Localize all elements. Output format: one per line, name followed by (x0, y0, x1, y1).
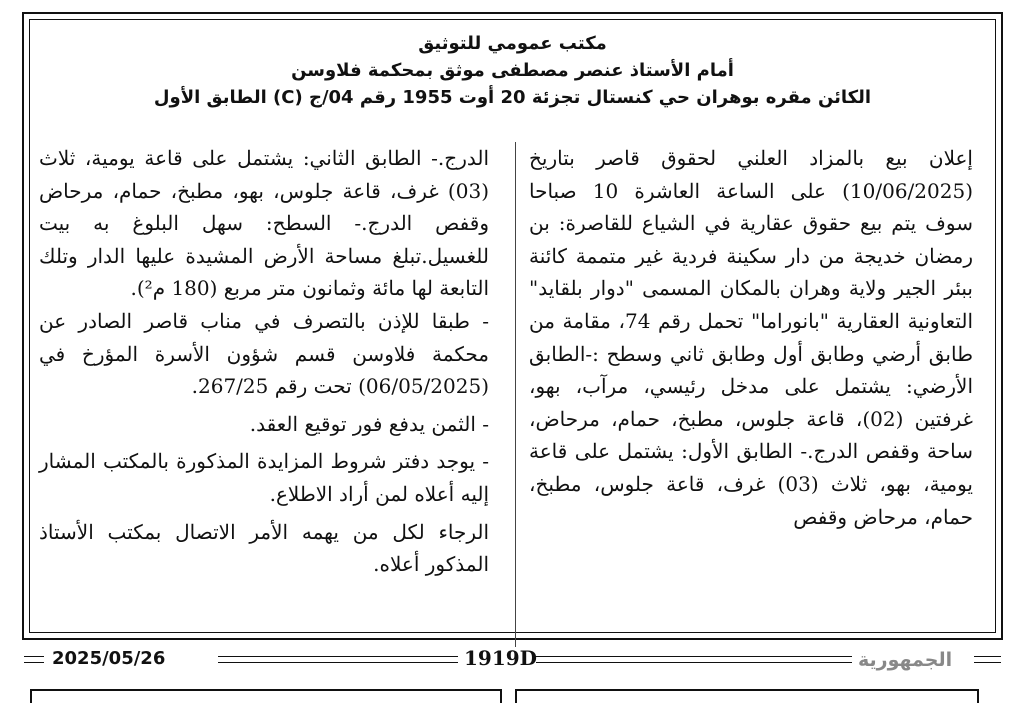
left-text-column (39, 142, 489, 581)
right-text-column (529, 142, 973, 533)
footer-issue-number: 1919D (464, 646, 538, 670)
header-office-title: مكتب عمومي للتوثيق (418, 33, 607, 54)
next-ad-frame-right (515, 689, 979, 703)
contact-paragraph: الرجاء لكل من يهمه الأمر الاتصال بمكتب الأستاذ المذكور أعلاه. (39, 519, 489, 577)
payment-terms-paragraph: - الثمن يدفع فور توقيع العقد. (249, 411, 489, 436)
newspaper-logo: الجمهورية (858, 649, 953, 671)
footer-date: 2025/05/26 (52, 648, 166, 669)
footer-rule (24, 656, 44, 663)
page-footer (22, 646, 1003, 674)
next-ad-frame-left (30, 689, 502, 703)
auction-paragraph: إعلان بيع بالمزاد العلني لحقوق قاصر بتاريخ (10/06/2025) على الساعة العاشرة 10 صباحا سوف يتم بيع حقوق عقارية في الشياع للقاصرة: بن رمضان خديجة من دار سكينة فردية غير متممة كائنة ببئر الجير ولاية وهران بالمكان المسمى "دوار بلقايد" التعاونية العقارية "بانوراما" تحمل رقم 74، مقامة من طابق أرضي وطابق أول وطابق ثاني وسطح :-الطابق الأرضي: يشتمل على مدخل رئيسي، مرآب، بهو، غرفتين (02)، قاعة جلوس، مطبخ، حمام، مرحاض، ساحة وقفص الدرج.- الطابق الأول: يشتمل على قاعة يومية، بهو، ثلاث (03) غرف، قاعة جلوس، مطبخ، حمام، مرحاض وقفص (529, 146, 973, 529)
footer-rule (974, 656, 1001, 663)
conditions-book-paragraph: - يوجد دفتر شروط المزايدة المذكورة بالمكتب المشار إليه أعلاه لمن أراد الاطلاع. (39, 449, 489, 506)
header-office-address: الكائن مقره بوهران حي كنستال تجزئة 20 أوت 1955 رقم 04/ج (C) الطابق الأول (153, 87, 872, 108)
court-permission-paragraph: - طبقا للإذن بالتصرف في مناب قاصر الصادر عن محكمة فلاوسن قسم شؤون الأسرة المؤرخ في (06/05/2025) تحت رقم 267/25. (39, 308, 489, 399)
footer-rule (218, 656, 458, 663)
announcement-frame (22, 12, 1003, 640)
header-notary-name: أمام الأستاذ عنصر مصطفى موثق بمحكمة فلاوسن (291, 60, 734, 81)
office-header (24, 30, 1001, 111)
property-description-continued: الدرج.- الطابق الثاني: يشتمل على قاعة يومية، ثلاث (03) غرف، قاعة جلوس، بهو، مطبخ، حمام، مرحاض وقفص الدرج.- السطح: سهل البلوغ به بيت للغسيل.تبلغ مساحة الأرض المشيدة عليها الدار وتلك التابعة لها مائة وثمانون متر مربع (180 م²). (39, 146, 489, 301)
footer-rule (536, 656, 852, 663)
column-divider (515, 142, 516, 647)
